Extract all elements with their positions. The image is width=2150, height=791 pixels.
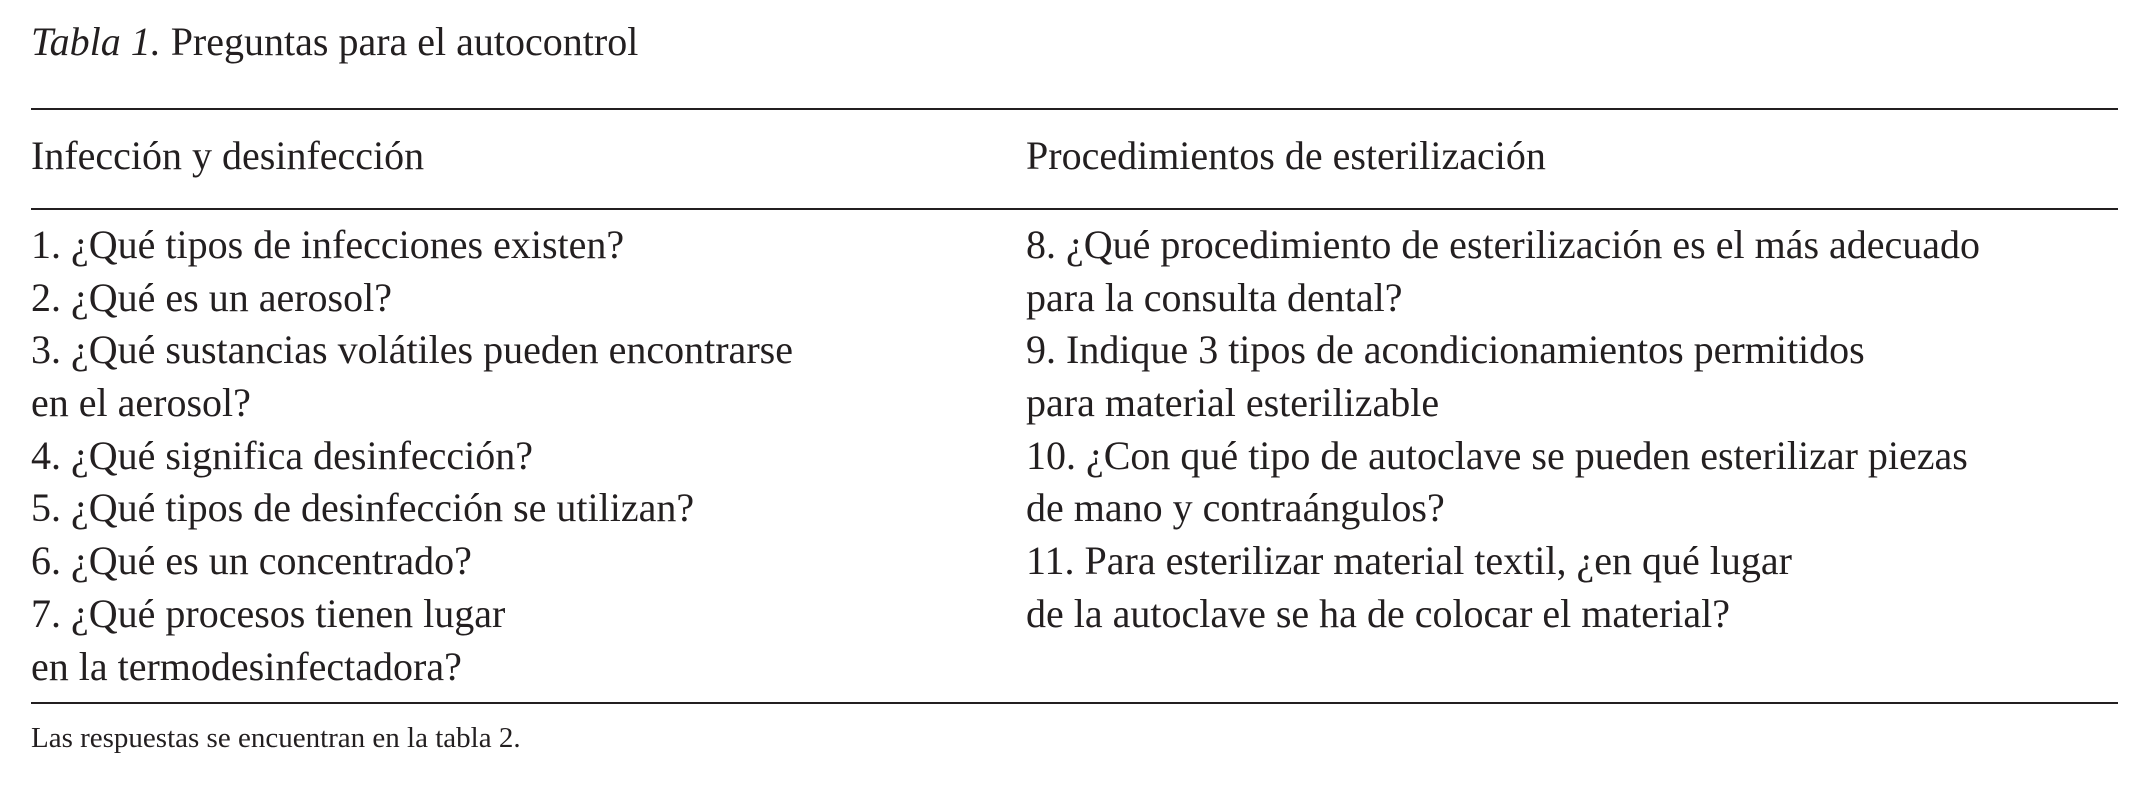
question-line: 3. ¿Qué sustancias volátiles pueden encontrarse [31, 327, 793, 373]
question-line: 4. ¿Qué significa desinfección? [31, 432, 534, 478]
table-caption [31, 14, 638, 70]
question-line: de la autoclave se ha de colocar el material? [1026, 590, 1731, 636]
table-footnote: Las respuestas se encuentran en la tabla 2. [31, 722, 521, 754]
column-header-infection: Infección y desinfección [31, 133, 425, 178]
table-header-rule [31, 208, 2118, 210]
question-line: 6. ¿Qué es un concentrado? [31, 538, 472, 584]
question-line: 10. ¿Con qué tipo de autoclave se pueden esterilizar piezas [1026, 432, 1968, 478]
question-line: para la consulta dental? [1026, 274, 1403, 320]
table-caption-title: Preguntas para el autocontrol [170, 19, 639, 64]
question-line: 1. ¿Qué tipos de infecciones existen? [31, 222, 625, 267]
question-line: 9. Indique 3 tipos de acondicionamientos permitidos [1026, 327, 1865, 373]
question-line: de mano y contraángulos? [1026, 485, 1445, 531]
question-line: 11. Para esterilizar material textil, ¿en qué lugar [1026, 538, 1792, 584]
question-line: 2. ¿Qué es un aerosol? [31, 274, 392, 320]
table-caption-label: Tabla 1. [31, 19, 161, 64]
question-line: en la termodesinfectadora? [31, 643, 462, 689]
sterilization-questions [1026, 219, 1980, 641]
question-line: 7. ¿Qué procesos tienen lugar [31, 590, 506, 636]
table-bottom-rule [31, 702, 2118, 704]
question-line: 8. ¿Qué procedimiento de esterilización es el más adecuado [1026, 222, 1981, 267]
question-line: 5. ¿Qué tipos de desinfección se utilizan? [31, 485, 695, 531]
table-top-rule [31, 108, 2118, 110]
question-line: en el aerosol? [31, 380, 251, 426]
column-header-sterilization: Procedimientos de esterilización [1026, 133, 1546, 178]
question-line: para material esterilizable [1026, 380, 1440, 426]
infection-questions [31, 219, 793, 693]
